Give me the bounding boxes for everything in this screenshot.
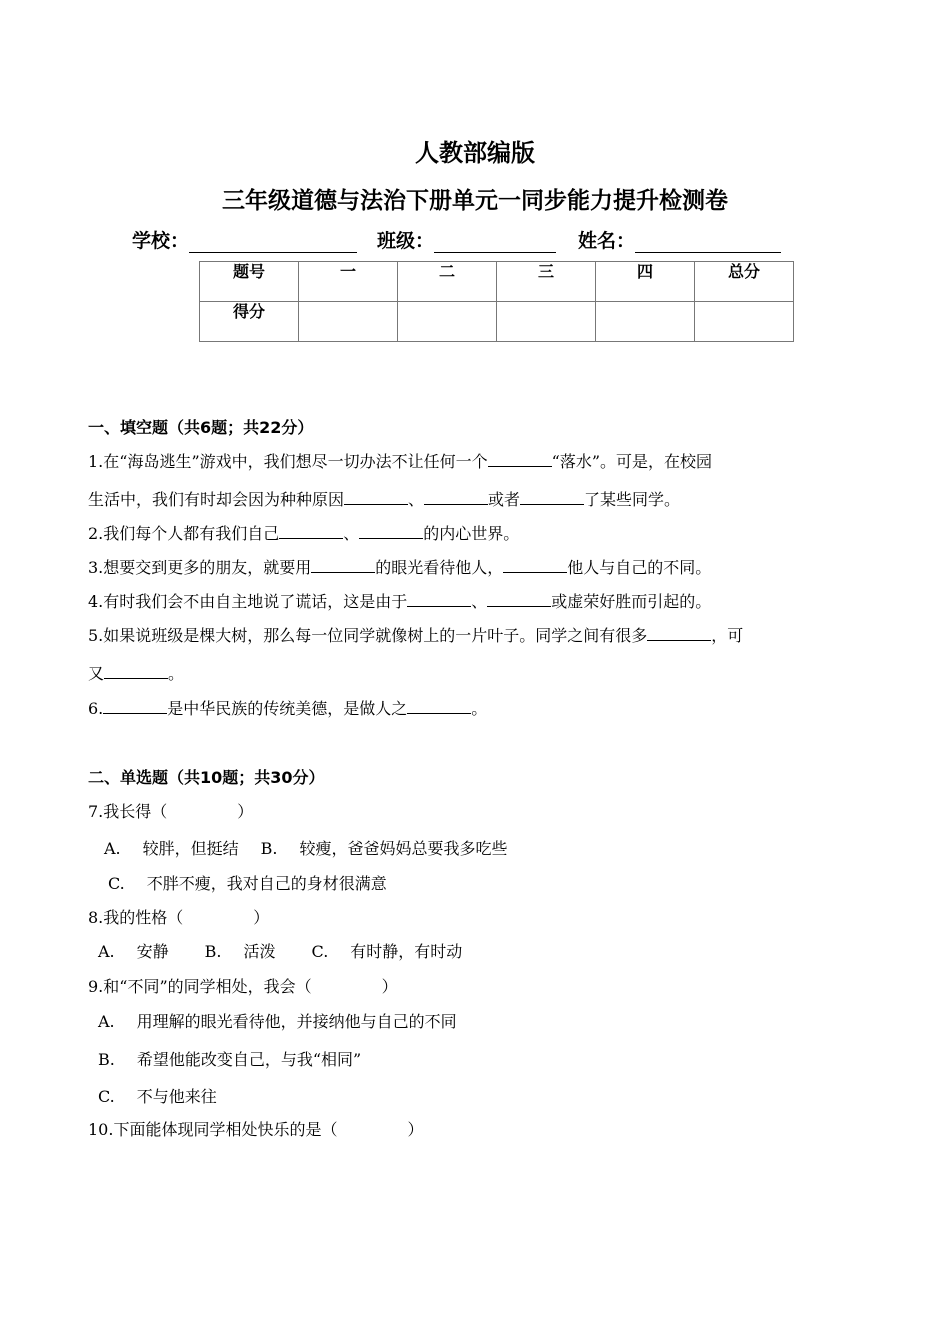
q8-close-paren: ）	[253, 908, 270, 927]
option-text: 希望他能改变自己，与我“相同”	[136, 1050, 362, 1069]
score-input-cell[interactable]	[299, 302, 398, 342]
q5-text-b: ，可	[711, 626, 744, 645]
q7-options-row1	[104, 836, 508, 859]
q6-text-b: 是中华民族的传统美德，是做人之	[167, 699, 408, 718]
q1-text-b: “落水”。可是，在校园	[551, 452, 713, 471]
option-text: 有时静，有时动	[350, 942, 463, 961]
q7-option-a[interactable]	[104, 839, 239, 858]
question-4	[88, 589, 711, 612]
q6-text-a: 6.	[88, 699, 104, 718]
q9-option-a[interactable]	[98, 1009, 457, 1032]
score-cell: 题号	[200, 262, 299, 302]
q3-text-c: 他人与自己的不同。	[567, 558, 712, 577]
q4-text-c: 或虚荣好胜而引起的。	[551, 592, 712, 611]
q9-stem: 9.和“不同”的同学相处，我会（	[88, 977, 312, 996]
q1-text-f: 了某些同学。	[584, 490, 681, 509]
section1-heading: 一、填空题（共6题；共22分）	[88, 418, 314, 437]
q1-text-e: 或者	[488, 490, 521, 509]
q5-text-d: 。	[168, 664, 185, 683]
q7-option-b[interactable]	[261, 839, 508, 858]
answer-blank[interactable]	[407, 699, 471, 714]
answer-blank[interactable]	[647, 626, 711, 641]
option-text: 较瘦，爸爸妈妈总要我多吃些	[299, 839, 508, 858]
q8-option-b[interactable]	[205, 942, 276, 961]
score-cell: 得分	[200, 302, 299, 342]
q3-text-a: 3.想要交到更多的朋友，就要用	[88, 558, 312, 577]
option-label: B.	[98, 1050, 115, 1069]
q8-options-row	[98, 939, 462, 962]
answer-blank[interactable]	[344, 490, 408, 505]
q2-text-b: 、	[343, 524, 360, 543]
q7-close-paren: ）	[237, 802, 254, 821]
q8-option-a[interactable]	[98, 942, 169, 961]
q9-option-c[interactable]	[98, 1084, 217, 1107]
score-input-cell[interactable]	[596, 302, 695, 342]
q5-text-a: 5.如果说班级是棵大树，那么每一位同学就像树上的一片叶子。同学之间有很多	[88, 626, 648, 645]
q10-close-paren: ）	[407, 1120, 424, 1139]
question-3	[88, 555, 711, 578]
question-5-line2	[88, 661, 184, 684]
score-cell: 四	[596, 262, 695, 302]
answer-blank[interactable]	[103, 699, 167, 714]
question-2	[88, 521, 519, 544]
question-5-line1	[88, 623, 743, 646]
answer-blank[interactable]	[311, 558, 375, 573]
score-cell: 总分	[695, 262, 794, 302]
answer-blank[interactable]	[488, 452, 552, 467]
class-label: 班级：	[377, 230, 435, 252]
school-field[interactable]	[189, 232, 357, 253]
score-input-cell[interactable]	[695, 302, 794, 342]
option-text: 较胖，但挺结	[142, 839, 239, 858]
q9-close-paren: ）	[381, 977, 398, 996]
score-table-score-row	[200, 302, 794, 342]
score-input-cell[interactable]	[497, 302, 596, 342]
option-label: C.	[311, 942, 329, 961]
answer-blank[interactable]	[407, 592, 471, 607]
q8-option-c[interactable]	[312, 942, 463, 961]
q9-option-b[interactable]	[98, 1047, 361, 1070]
score-table	[199, 261, 794, 342]
option-text: 不胖不瘦，我对自己的身材很满意	[146, 874, 387, 893]
option-text: 用理解的眼光看待他，并接纳他与自己的不同	[136, 1012, 457, 1031]
score-input-cell[interactable]	[398, 302, 497, 342]
option-label: A.	[104, 839, 121, 858]
name-label: 姓名：	[578, 230, 636, 252]
q7-options-row2	[108, 871, 387, 894]
answer-blank[interactable]	[359, 524, 423, 539]
score-cell: 二	[398, 262, 497, 302]
option-label: B.	[260, 839, 278, 858]
question-8	[88, 905, 269, 928]
q1-text-c: 生活中，我们有时却会因为种种原因	[88, 490, 345, 509]
q3-text-b: 的眼光看待他人，	[375, 558, 504, 577]
name-field[interactable]	[635, 232, 781, 253]
q1-text-a: 1.在“海岛逃生”游戏中，我们想尽一切办法不让任何一个	[88, 452, 488, 471]
q8-stem: 8.我的性格（	[88, 908, 184, 927]
q7-option-c[interactable]	[108, 874, 387, 893]
q4-text-b: 、	[471, 592, 488, 611]
school-label: 学校：	[132, 230, 190, 252]
publisher-title: 人教部编版	[415, 139, 535, 167]
q5-text-c: 又	[88, 664, 105, 683]
score-cell: 一	[299, 262, 398, 302]
answer-blank[interactable]	[503, 558, 567, 573]
answer-blank[interactable]	[424, 490, 488, 505]
question-10	[88, 1117, 423, 1140]
answer-blank[interactable]	[487, 592, 551, 607]
q2-text-a: 2.我们每个人都有我们自己	[88, 524, 280, 543]
student-info-line	[132, 226, 781, 253]
option-label: C.	[108, 874, 125, 893]
option-label: B.	[204, 942, 222, 961]
answer-blank[interactable]	[279, 524, 343, 539]
question-1-line1	[88, 449, 712, 472]
option-text: 安静	[136, 942, 169, 961]
exam-title: 三年级道德与法治下册单元一同步能力提升检测卷	[222, 188, 728, 214]
option-text: 不与他来往	[136, 1087, 217, 1106]
question-7	[88, 799, 253, 822]
score-cell: 三	[497, 262, 596, 302]
option-label: C.	[98, 1087, 115, 1106]
class-field[interactable]	[434, 232, 556, 253]
q6-text-c: 。	[471, 699, 488, 718]
option-label: A.	[98, 1012, 115, 1031]
question-1-line2	[88, 487, 680, 510]
option-text: 活泼	[243, 942, 276, 961]
section2-heading: 二、单选题（共10题；共30分）	[88, 768, 325, 787]
q1-text-d: 、	[408, 490, 425, 509]
answer-blank[interactable]	[520, 490, 584, 505]
question-9	[88, 974, 398, 997]
score-table-header-row	[200, 262, 794, 302]
q4-text-a: 4.有时我们会不由自主地说了谎话，这是由于	[88, 592, 408, 611]
question-6	[88, 696, 487, 719]
answer-blank[interactable]	[104, 664, 168, 679]
q2-text-c: 的内心世界。	[423, 524, 520, 543]
q7-stem: 7.我长得（	[88, 802, 168, 821]
q10-stem: 10.下面能体现同学相处快乐的是（	[88, 1120, 338, 1139]
option-label: A.	[98, 942, 115, 961]
